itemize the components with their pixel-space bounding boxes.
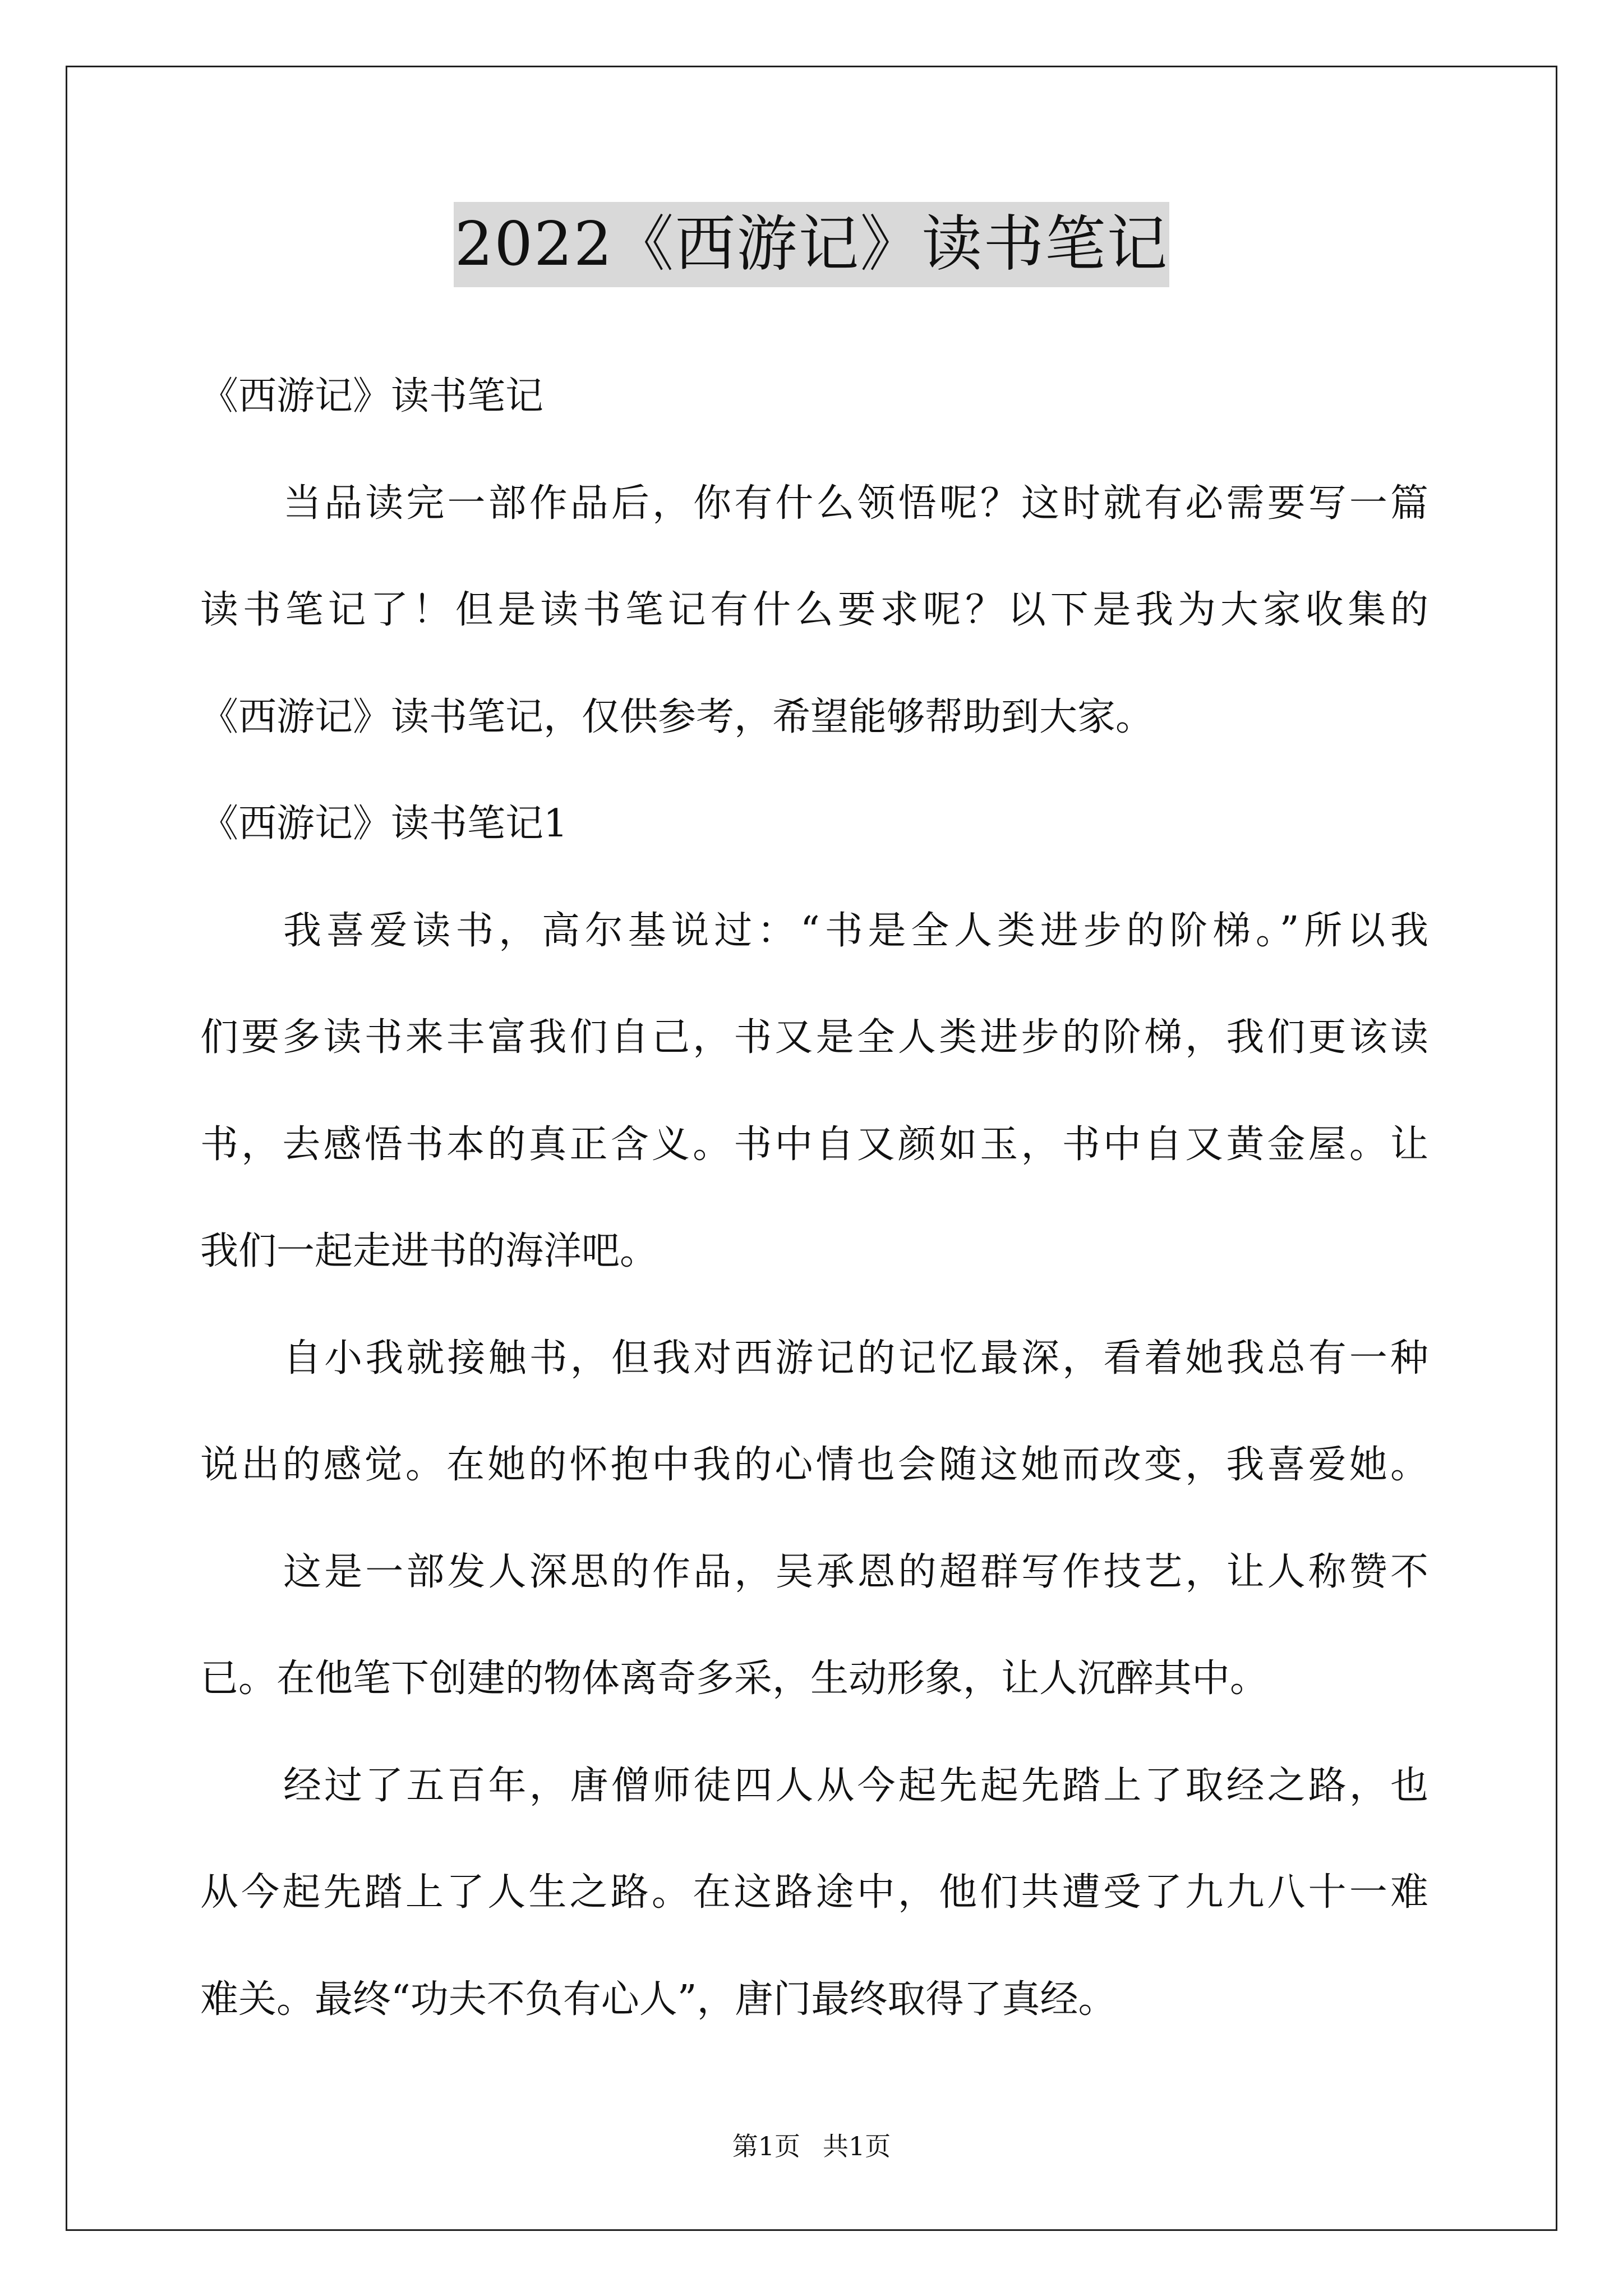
paragraph-line: 当品读完一部作品后，你有什么领悟呢？这时就有必需要写一篇	[283, 481, 1428, 526]
paragraph-line: 我们一起走进书的海洋吧。	[200, 1229, 658, 1273]
paragraph-line: 我喜爱读书，高尔基说过：“书是全人类进步的阶梯。”所以我	[283, 908, 1428, 953]
section-heading: 《西游记》读书笔记1	[200, 802, 568, 846]
paragraph-line: 书，去感悟书本的真正含义。书中自又颜如玉，书中自又黄金屋。让	[200, 1122, 1428, 1167]
paragraph-line: 经过了五百年，唐僧师徒四人从今起先起先踏上了取经之路，也	[283, 1763, 1428, 1808]
paragraph-line: 自小我就接触书，但我对西游记的记忆最深，看着她我总有一种	[283, 1336, 1428, 1381]
document-body	[200, 343, 1428, 2053]
page-footer	[0, 2129, 1623, 2163]
paragraph-line: 们要多读书来丰富我们自己，书又是全人类进步的阶梯，我们更该读	[200, 1015, 1428, 1060]
section-heading: 《西游记》读书笔记	[200, 374, 544, 418]
document-title: 2022《西游记》读书笔记	[454, 202, 1170, 287]
paragraph-line: 说出的感觉。在她的怀抱中我的心情也会随这她而改变，我喜爱她。	[200, 1443, 1428, 1487]
paragraph-line: 《西游记》读书笔记，仅供参考，希望能够帮助到大家。	[200, 694, 1154, 739]
page-number: 第1页	[732, 2131, 800, 2161]
paragraph-line: 这是一部发人深思的作品，吴承恩的超群写作技艺，让人称赞不	[283, 1549, 1428, 1594]
paragraph-line: 从今起先踏上了人生之路。在这路途中，他们共遭受了九九八十一难	[200, 1870, 1428, 1915]
paragraph-line: 已。在他笔下创建的物体离奇多采，生动形象，让人沉醉其中。	[200, 1657, 1269, 1701]
paragraph-line: 读书笔记了！但是读书笔记有什么要求呢？以下是我为大家收集的	[200, 588, 1428, 632]
title-container	[0, 202, 1623, 287]
page-total: 共1页	[823, 2131, 891, 2161]
paragraph-line: 难关。最终“功夫不负有心人”，唐门最终取得了真经。	[200, 1977, 1117, 2022]
